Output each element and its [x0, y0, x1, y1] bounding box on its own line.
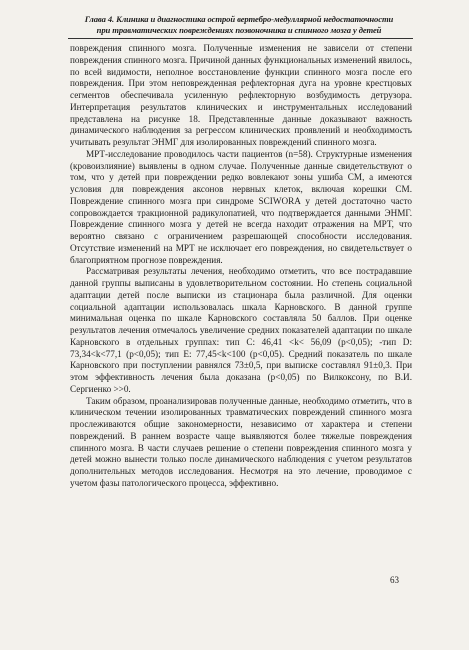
paragraph-continuation: повреждения спинного мозга. Полученные изменения не зависели от степени повреждения спинного мозга. Причиной данных функциональных изменений явилось, по всей видимости, неполное восстановление функции спинного мозга после его повреждения. При этом неповрежденная рефлекторная дуга на уровне крестцовых сегментов обеспечивала усиленную рефлекторную возбудимость детрузора. Интерпретация результатов клинических и инструментальных исследований представлена на рисунке 18. Представленные данные доказывают важность динамического наблюдения за регрессом клинических проявлений и необходимость учитывать результат ЭНМГ для изолированных повреждений спинного мозга.	[70, 43, 412, 147]
paragraph-results: Рассматривая результаты лечения, необходимо отметить, что все пострадавшие данной группы выписаны в удовлетворительном состоянии. Но степень социальной адаптации детей после выписки из стационара была различной. Для оценки социальной адаптации использовалась шкала Карновского. В данной группе минимальная оценка по шкале Карновского составляла 50 баллов. При оценке результатов лечения отмечалось увеличение средних показателей адаптации по шкале Карновского в отдельных группах: тип С: 46,41 <k< 56,09 (р<0,05); -тип D: 73,34<k<77,1 (р<0,05); тип Е: 77,45<k<100 (р<0,05). Средний показатель по шкале Карновского при поступлении равнялся 73±0,5, при выписке составлял 91±0,3. При этом эффективность лечения была доказана (р<0,05) по Вилкоксону, по В.И. Сергиенко >>0.	[70, 266, 412, 394]
paragraph-conclusion: Таким образом, проанализировав полученные данные, необходимо отметить, что в клиническом течении изолированных травматических повреждений спинного мозга прослеживаются общие закономерности, независимо от характера и степени повреждений. В раннем возрасте чаще выявляются более тяжелые повреждения спинного мозга. В части случаев решение о степени повреждения спинного мозга у детей можно вынести только после динамического наблюдения с учетом результатов дополнительных методов исследования. Несмотря на это лечение, проводимое с учетом фазы патологического процесса, эффективно.	[70, 395, 412, 488]
body-text	[70, 43, 412, 490]
running-header-subtitle: при травматических повреждениях позвоночника и спинного мозга у детей	[96, 25, 382, 35]
paragraph-mri: МРТ-исследование проводилось части пациентов (n=58). Структурные изменения (кровоизлияние) выявлены в одном случае. Полученные данные свидетельствуют о том, что у детей при повреждении редко вовлекают зоны ушиба СМ, а имеются условия для повреждения аксонов нервных клеток, включая корешки СМ. Повреждение спинного мозга при синдроме SCIWORA у детей достаточно часто сопровождается тракционной радикулопатией, что подтверждается данными ЭНМГ. Повреждение спинного мозга у детей не всегда находит отражения на МРТ, что вероятно связано с ограничением разрешающей способности исследования. Отсутствие изменений на МРТ не исключает его повреждения, но свидетельствует о благоприятном прогнозе повреждения.	[70, 148, 412, 265]
running-header-chapter: Глава 4. Клиника и диагностика острой вертебро-медуллярной недостаточности	[84, 14, 394, 24]
header-rule	[68, 38, 413, 39]
page-number: 63	[390, 575, 399, 585]
running-header	[58, 14, 420, 36]
